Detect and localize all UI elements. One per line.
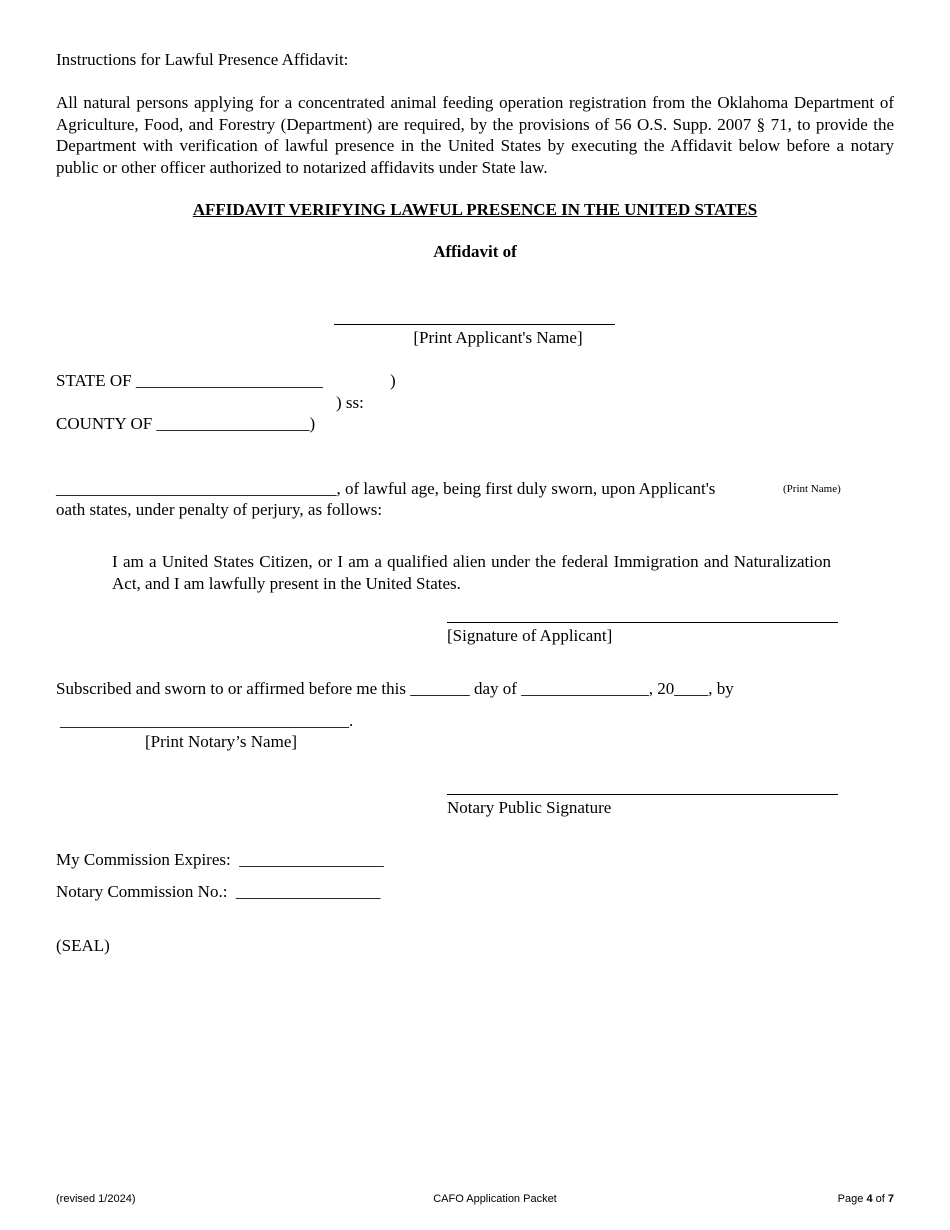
commission-expires-blank[interactable]: _________________ [239, 850, 384, 869]
page-of: of [875, 1193, 885, 1205]
county-of-blank[interactable]: __________________ [156, 414, 310, 433]
footer-page-number [838, 1193, 894, 1205]
instructions-heading: Instructions for Lawful Presence Affidavit: [56, 50, 349, 69]
oath-text: , of lawful age, being first duly sworn, upon Applicant's [336, 479, 716, 498]
notary-signature-caption: Notary Public Signature [447, 798, 612, 817]
intro-paragraph: All natural persons applying for a concentrated animal feeding operation registration from the Oklahoma Department of Agriculture, Food, and Forestry (Department) are required, by the provisions of 56 O.S. Supp. 2007 § 71, to provide the Department with verification of lawful presence in the United States by executing the Affidavit below before a notary public or other officer authorized to notarized affidavits under State law. [56, 93, 894, 177]
commission-number-label: Notary Commission No.: [56, 882, 228, 901]
affidavit-of-label: Affidavit of [433, 242, 517, 261]
print-name-note: (Print Name) [783, 483, 841, 495]
affidavit-title: AFFIDAVIT VERIFYING LAWFUL PRESENCE IN THE UNITED STATES [192, 200, 758, 219]
notary-name-blank[interactable]: __________________________________. [60, 711, 354, 730]
subscribed-line: Subscribed and sworn to or affirmed before me this _______ day of _______________, 20____, by [56, 679, 734, 698]
county-of-label: COUNTY OF [56, 414, 153, 433]
commission-number-line [56, 881, 380, 902]
commission-expires-line [56, 849, 384, 870]
applicant-signature-line[interactable] [447, 622, 838, 623]
footer-center: CAFO Application Packet [433, 1193, 557, 1205]
footer-revised: (revised 1/2024) [56, 1193, 136, 1205]
applicant-name-line[interactable] [334, 324, 615, 325]
state-of-line[interactable] [56, 370, 323, 391]
seal-label: (SEAL) [56, 936, 110, 955]
notary-name-caption: [Print Notary’s Name] [145, 732, 298, 751]
oath-line [56, 478, 715, 499]
citizenship-statement: I am a United States Citizen, or I am a qualified alien under the federal Immigration and Naturalization Act, and I am lawfully present in the United States. [112, 552, 831, 593]
commission-expires-label: My Commission Expires: [56, 850, 231, 869]
applicant-name-caption: [Print Applicant's Name] [413, 328, 583, 347]
notary-signature-line[interactable] [447, 794, 838, 795]
state-of-label: STATE OF [56, 371, 132, 390]
applicant-signature-caption: [Signature of Applicant] [447, 626, 613, 645]
venue-ss: ) ss: [336, 393, 364, 412]
commission-number-blank[interactable]: _________________ [235, 882, 381, 901]
county-of-line[interactable] [56, 413, 315, 434]
oath-line-2: oath states, under penalty of perjury, as follows: [56, 500, 383, 519]
page-prefix: Page [837, 1193, 864, 1205]
oath-name-blank[interactable]: _________________________________ [56, 479, 337, 498]
state-of-blank[interactable]: ______________________ [135, 371, 323, 390]
venue-paren: ) [390, 371, 396, 390]
page-current: 4 [866, 1193, 873, 1205]
county-paren: ) [309, 414, 316, 433]
page-total: 7 [887, 1193, 894, 1205]
